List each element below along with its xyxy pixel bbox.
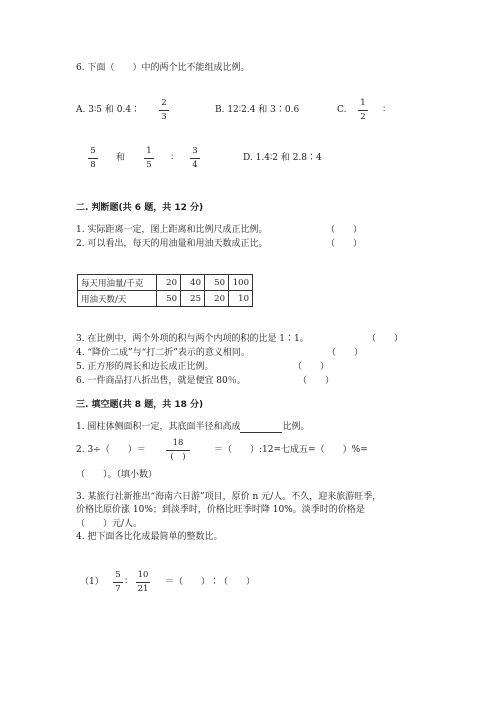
judge-item-2: 2. 可以看出，每天的用油量和用油天数成正比。 (76, 239, 268, 249)
section-3-title: 三. 填空题(共 8 题，共 18 分) (76, 400, 204, 410)
fraction-numerator: 3 (192, 146, 198, 156)
fraction-denominator: 21 (137, 584, 149, 594)
fraction-bar (190, 158, 200, 159)
answer-blank[interactable] (240, 422, 282, 433)
table-cell: 10 (229, 291, 253, 307)
table-row (78, 291, 253, 307)
fraction-bar (113, 582, 123, 583)
fraction-numerator: 2 (161, 98, 167, 108)
fill-item-3-line-3: （ ）元/人。 (76, 519, 143, 529)
fraction-numerator: 1 (146, 146, 152, 156)
table-cell: 100 (229, 275, 253, 291)
fraction-denominator: 5 (146, 160, 152, 170)
judge-item-5: 5. 正方形的周长和边长成正比例。 (76, 362, 214, 372)
sub-1-fraction-1 (113, 570, 123, 595)
fraction-bar (358, 110, 368, 111)
fraction-bar (159, 110, 169, 111)
option-a-fraction (159, 98, 169, 123)
judge-item-4: 4. “降价二成”与“打二折”表示的意义相同。 (76, 348, 250, 358)
fill-item-2-part-a: 2. 3÷（ ）＝ (76, 445, 146, 455)
fill-item-3-line-1: 3. 某旅行社新推出“海南六日游”项目，原价 n 元/人。不久，迎来旅游旺季， (76, 492, 382, 502)
fraction-bar (144, 158, 154, 159)
judge-item-6-paren[interactable]: （ ） (298, 376, 335, 386)
fraction-numerator: 1 (360, 98, 366, 108)
fill-item-4: 4. 把下面各比化成最简单的整数比。 (76, 532, 223, 542)
fraction-denominator: ( ) (170, 452, 186, 462)
fraction-denominator: 4 (192, 160, 198, 170)
judge-item-5-paren[interactable]: （ ） (293, 362, 330, 372)
option-b-text: B. 12∶2.4 和 3∶0.6 (215, 105, 300, 115)
fraction-numerator: 10 (137, 570, 149, 580)
fraction-bar (166, 450, 190, 451)
fraction-denominator: 3 (161, 112, 167, 122)
option-c-fraction (358, 98, 368, 123)
table-row (78, 275, 253, 291)
table-cell: 50 (157, 291, 181, 307)
option-a-text: A. 3∶5 和 0.4∶ (76, 105, 141, 115)
ratio-colon: ∶ (125, 577, 128, 587)
option-c-label: C. (337, 105, 347, 115)
fill-item-1-suffix: 比例。 (282, 422, 310, 432)
table-cell: 25 (181, 291, 205, 307)
fraction-bar (136, 582, 150, 583)
and-word: 和 (116, 153, 126, 163)
question-6-stem: 6. 下面（ ）中的两个比不能组成比例。 (76, 63, 250, 73)
judge-item-3-paren[interactable]: （ ） (367, 334, 404, 344)
option-c-colon: ∶ (383, 105, 386, 115)
table-row-label: 用油天数/天 (78, 291, 157, 307)
fill-item-2-part-c: （ ）。（填小数） (76, 470, 158, 480)
fraction-denominator: 2 (360, 112, 366, 122)
fill-item-2-part-b: ＝（ ）:12=七成五=（ ）%= (214, 445, 368, 455)
fraction-bar (88, 158, 98, 159)
table-cell: 50 (205, 275, 229, 291)
table-cell: 20 (205, 291, 229, 307)
fraction-numerator: 5 (115, 570, 121, 580)
sub-1-fraction-2 (136, 570, 150, 595)
fill-item-1 (76, 421, 309, 433)
judge-item-4-paren[interactable]: （ ） (327, 348, 364, 358)
option-c-fraction-3 (144, 146, 154, 171)
option-c-fraction-2 (88, 146, 98, 171)
fraction-numerator: 18 (172, 438, 184, 448)
fill-item-1-prefix: 1. 圆柱体侧面积一定，其底面半径和高成 (76, 422, 241, 432)
judge-item-1: 1. 实际距离一定，图上距离和比例尺成正比例。 (76, 225, 268, 235)
judge-item-6: 6. 一件商品打八折出售，就是便宜 80％。 (76, 376, 246, 386)
table-cell: 40 (181, 275, 205, 291)
sub-1-answer[interactable]: ＝（ ）∶（ ） (165, 577, 256, 587)
fraction-numerator: 5 (90, 146, 96, 156)
fill-item-4-sub-1-label: （1） (80, 577, 104, 587)
judge-item-2-paren[interactable]: （ ） (326, 239, 363, 249)
judge-item-1-paren[interactable]: （ ） (326, 225, 363, 235)
oil-usage-table (77, 274, 253, 307)
fraction-denominator: 7 (115, 584, 121, 594)
option-d-text: D. 1.4∶2 和 2.8∶4 (243, 153, 322, 163)
fraction-denominator: 8 (90, 160, 96, 170)
ratio-colon: ∶ (171, 153, 174, 163)
judge-item-3: 3. 在比例中，两个外项的积与两个内项的积的比是 1∶1。 (76, 334, 309, 344)
fill-item-3-line-2: 价格比原价涨 10%；到淡季时，价格比旺季时降 10%。淡季时的价格是 (76, 505, 365, 515)
option-c-fraction-4 (190, 146, 200, 171)
section-2-title: 二. 判断题(共 6 题，共 12 分) (76, 203, 204, 213)
table-row-label: 每天用油量/千克 (78, 275, 157, 291)
fill-item-2-fraction (166, 438, 190, 463)
table-cell: 20 (157, 275, 181, 291)
